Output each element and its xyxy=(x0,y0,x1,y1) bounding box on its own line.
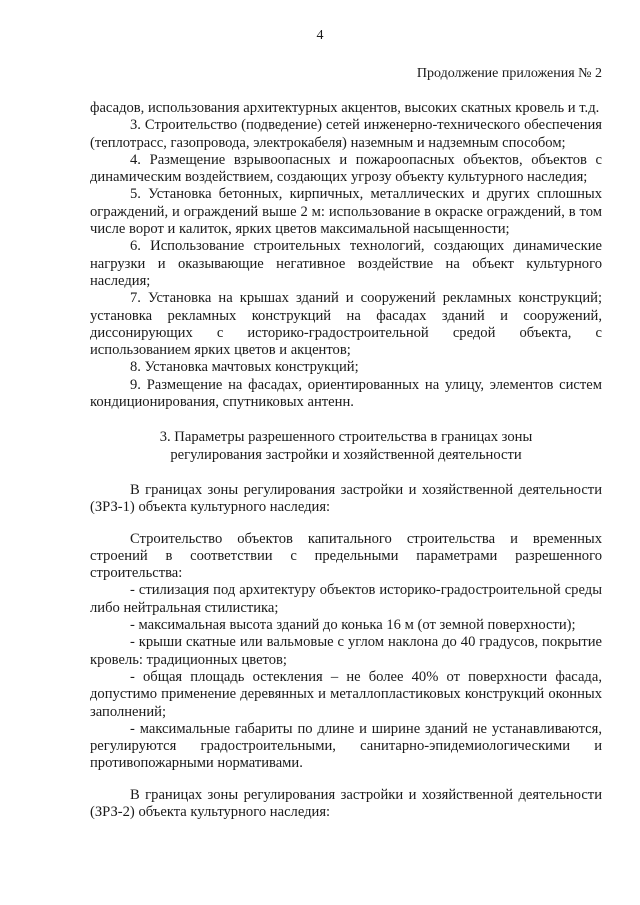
paragraph-item-5: 5. Установка бетонных, кирпичных, металлических и других сплошных ограждений, и ограждений выше 2 м: использование в окраске ограждений, в том числе ворот и калиток, ярких цветов максимальной насыщенности; xyxy=(90,186,602,238)
section-heading: 3. Параметры разрешенного строительства в границах зоны регулирования застройки и хозяйственной деятельности xyxy=(159,429,533,463)
appendix-note: Продолжение приложения № 2 xyxy=(416,66,602,81)
list-item: - стилизация под архитектуру объектов историко-градостроительной среды либо нейтральная стилистика; xyxy=(90,582,602,616)
paragraph-item-4: 4. Размещение взрывоопасных и пожароопасных объектов, объектов с динамическим воздействием, создающих угрозу объекту культурного наследия; xyxy=(90,151,602,186)
paragraph-continuation: фасадов, использования архитектурных акцентов, высоких скатных кровель и т.д. xyxy=(90,100,600,116)
zone2-intro: В границах зоны регулирования застройки и хозяйственной деятельности (ЗРЗ-2) объекта культурного наследия: xyxy=(90,786,602,820)
paragraph-item-6: 6. Использование строительных технологий, создающих динамические нагрузки и оказывающие негативное воздействие на объект культурного наследия; xyxy=(90,238,602,289)
page-number: 4 xyxy=(316,28,324,43)
zone1-parameters-list xyxy=(90,582,602,772)
list-item: - максимальные габариты по длине и ширине зданий не устанавливаются, регулируются градостроительными, санитарно-эпидемиологическими и противопожарными нормативами. xyxy=(90,720,602,772)
zone1-intro: В границах зоны регулирования застройки и хозяйственной деятельности (ЗРЗ-1) объекта культурного наследия: xyxy=(90,481,602,516)
list-item: - общая площадь остекления – не более 40% от поверхности фасада, допустимо применение деревянных и металлопластиковых конструкций оконных заполнений; xyxy=(90,668,602,720)
paragraph-item-7: 7. Установка на крышах зданий и сооружений рекламных конструкций; установка рекламных конструкций на фасадах зданий и сооружений, диссонирующих с историко-градостроительной средой объекта, с использованием ярких цветов и акцентов; xyxy=(90,290,602,359)
list-item: - крыши скатные или вальмовые с углом наклона до 40 градусов, покрытие кровель: традиционных цветов; xyxy=(90,634,602,668)
paragraph-item-8: 8. Установка мачтовых конструкций; xyxy=(130,359,359,376)
document-body xyxy=(90,100,602,821)
paragraph-item-3: 3. Строительство (подведение) сетей инженерно-технического обеспечения (теплотрасс, газопровода, электрокабеля) наземным и надземным способом; xyxy=(90,117,602,151)
zone1-lead: Строительство объектов капитального строительства и временных строений в соответствии с предельными параметрами разрешенного строительства: xyxy=(90,530,602,582)
list-item: - максимальная высота зданий до конька 16 м (от земной поверхности); xyxy=(130,617,576,634)
paragraph-item-9: 9. Размещение на фасадах, ориентированных на улицу, элементов систем кондиционирования, спутниковых антенн. xyxy=(90,376,602,411)
